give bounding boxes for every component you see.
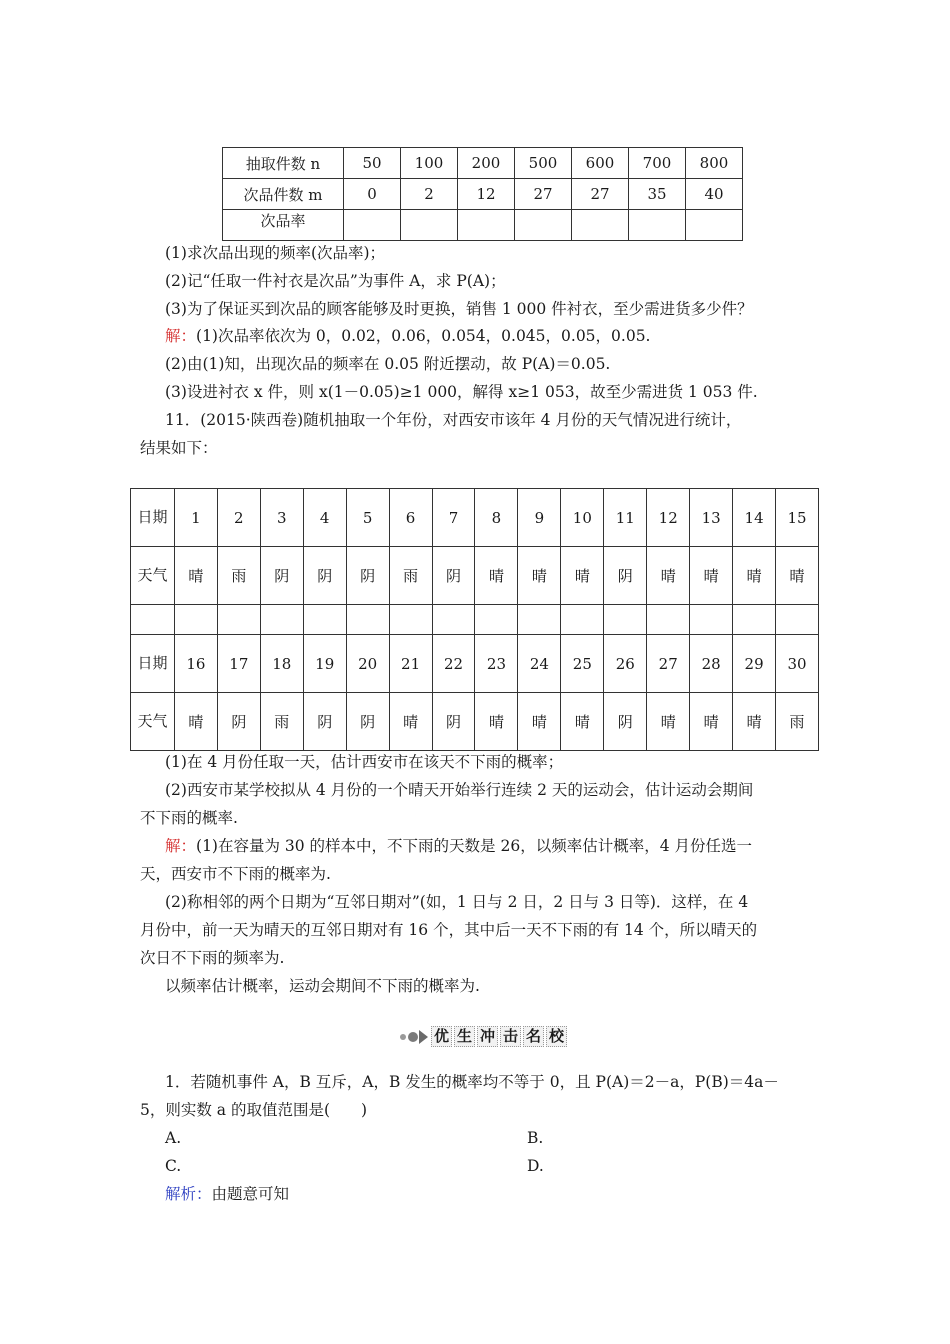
cell: 晴 <box>733 693 776 751</box>
q10-solution-1 <box>165 326 650 346</box>
cell: 23 <box>475 635 518 693</box>
cell: 8 <box>475 489 518 547</box>
cell: 雨 <box>389 547 432 605</box>
cell: 30 <box>776 635 819 693</box>
cell: 14 <box>733 489 776 547</box>
cell <box>401 210 458 241</box>
cell: 12 <box>458 179 515 210</box>
cell <box>217 605 260 635</box>
cell <box>690 605 733 635</box>
cell: 18 <box>260 635 303 693</box>
cell <box>776 605 819 635</box>
cell <box>572 210 629 241</box>
cell: 700 <box>629 148 686 179</box>
cell <box>647 605 690 635</box>
q11-part-1: (1)在 4 月份任取一天，估计西安市在该天不下雨的概率； <box>165 753 564 771</box>
cell: 3 <box>260 489 303 547</box>
cell <box>686 210 743 241</box>
cell: 28 <box>690 635 733 693</box>
cell: 雨 <box>217 547 260 605</box>
table-row <box>131 635 819 693</box>
cell: 阴 <box>303 693 346 751</box>
cell: 晴 <box>561 547 604 605</box>
row-header: 次品件数 m <box>223 179 344 210</box>
option-b: B. <box>527 1129 544 1147</box>
cell: 5 <box>346 489 389 547</box>
cell: 50 <box>344 148 401 179</box>
q11-part-2: (2)西安市某学校拟从 4 月份的一个晴天开始举行连续 2 天的运动会，估计运动会期间 <box>165 781 754 799</box>
cell: 晴 <box>475 693 518 751</box>
cell <box>518 605 561 635</box>
q10-part-3: (3)为了保证买到次品的顾客能够及时更换，销售 1 000 件衬衣，至少需进货多少件？ <box>165 300 753 318</box>
cell: 阴 <box>217 693 260 751</box>
p1-stem-line1: 1．若随机事件 A，B 互斥，A，B 发生的概率均不等于 0，且 P(A)＝2－a，P(B)＝4a－ <box>165 1073 779 1091</box>
banner-char: 校 <box>546 1026 567 1047</box>
cell: 阴 <box>346 547 389 605</box>
cell: 1 <box>174 489 217 547</box>
cell: 40 <box>686 179 743 210</box>
table-row <box>131 693 819 751</box>
q11-solution-1 <box>165 836 752 856</box>
cell: 2 <box>217 489 260 547</box>
solution-text: (1)次品率依次为 0，0.02，0.06，0.054，0.045，0.05，0.05. <box>196 327 651 345</box>
row-header: 日期 <box>131 635 175 693</box>
q10-solution-2: (2)由(1)知，出现次品的频率在 0.05 附近摆动，故 P(A)＝0.05. <box>165 355 611 373</box>
cell <box>344 210 401 241</box>
option-c: C. <box>165 1157 182 1175</box>
p1-stem-line2: 5，则实数 a 的取值范围是( ) <box>140 1101 368 1119</box>
q11-solution-6: 以频率估计概率，运动会期间不下雨的概率为. <box>165 977 480 995</box>
cell <box>733 605 776 635</box>
analysis-label: 解析： <box>165 1185 212 1203</box>
cell: 4 <box>303 489 346 547</box>
analysis-text: 由题意可知 <box>211 1185 290 1203</box>
cell: 26 <box>604 635 647 693</box>
cell: 15 <box>776 489 819 547</box>
q10-part-2: (2)记“任取一件衬衣是次品”为事件 A，求 P(A)； <box>165 272 506 290</box>
option-a: A. <box>165 1129 182 1147</box>
banner-char: 击 <box>500 1026 521 1047</box>
cell: 800 <box>686 148 743 179</box>
cell: 17 <box>217 635 260 693</box>
q11-stem-line2: 结果如下： <box>140 439 218 457</box>
q10-solution-3: (3)设进衬衣 x 件，则 x(1－0.05)≥1 000，解得 x≥1 053，故至少需进货 1 053 件. <box>165 383 758 401</box>
cell <box>458 210 515 241</box>
row-header: 天气 <box>131 693 175 751</box>
cell: 晴 <box>561 693 604 751</box>
cell: 晴 <box>475 547 518 605</box>
dot-icon <box>400 1034 406 1040</box>
cell: 24 <box>518 635 561 693</box>
cell: 11 <box>604 489 647 547</box>
arrow-icon <box>419 1030 428 1044</box>
solution-label: 解： <box>165 327 197 345</box>
cell: 阴 <box>346 693 389 751</box>
cell: 雨 <box>776 693 819 751</box>
cell: 晴 <box>733 547 776 605</box>
cell <box>346 605 389 635</box>
table-row <box>131 489 819 547</box>
cell: 晴 <box>174 547 217 605</box>
cell: 7 <box>432 489 475 547</box>
banner-char: 冲 <box>477 1026 498 1047</box>
dot-icon <box>408 1032 418 1042</box>
q11-solution-5: 次日不下雨的频率为. <box>140 949 285 967</box>
cell: 9 <box>518 489 561 547</box>
cell: 21 <box>389 635 432 693</box>
cell: 阴 <box>303 547 346 605</box>
q11-part-2-cont: 不下雨的概率. <box>140 809 238 827</box>
row-header: 日期 <box>131 489 175 547</box>
cell: 阴 <box>604 547 647 605</box>
cell <box>475 605 518 635</box>
cell: 晴 <box>690 547 733 605</box>
row-header: 抽取件数 n <box>223 148 344 179</box>
cell: 25 <box>561 635 604 693</box>
cell: 雨 <box>260 693 303 751</box>
cell: 29 <box>733 635 776 693</box>
cell: 晴 <box>518 693 561 751</box>
cell: 阴 <box>604 693 647 751</box>
cell: 晴 <box>389 693 432 751</box>
cell: 阴 <box>260 547 303 605</box>
cell: 晴 <box>647 693 690 751</box>
cell: 35 <box>629 179 686 210</box>
row-header: 次品率 <box>223 210 344 241</box>
cell <box>515 210 572 241</box>
cell <box>604 605 647 635</box>
cell: 22 <box>432 635 475 693</box>
row-header: 天气 <box>131 547 175 605</box>
cell: 27 <box>572 179 629 210</box>
q11-solution-3: (2)称相邻的两个日期为“互邻日期对”(如，1 日与 2 日，2 日与 3 日等)．这样，在 4 <box>165 893 749 911</box>
cell: 晴 <box>647 547 690 605</box>
table-row <box>223 148 743 179</box>
option-d: D. <box>527 1157 544 1175</box>
cell: 13 <box>690 489 733 547</box>
cell: 0 <box>344 179 401 210</box>
p1-analysis <box>165 1184 289 1204</box>
banner-char: 生 <box>454 1026 475 1047</box>
cell: 200 <box>458 148 515 179</box>
cell <box>131 605 175 635</box>
cell: 16 <box>174 635 217 693</box>
cell: 100 <box>401 148 458 179</box>
solution-text: (1)在容量为 30 的样本中，不下雨的天数是 26，以频率估计概率，4 月份任选一 <box>196 837 752 855</box>
cell: 27 <box>515 179 572 210</box>
cell: 12 <box>647 489 690 547</box>
cell: 600 <box>572 148 629 179</box>
cell: 阴 <box>432 547 475 605</box>
cell: 晴 <box>174 693 217 751</box>
cell: 2 <box>401 179 458 210</box>
defect-table <box>222 147 743 241</box>
banner-char: 名 <box>523 1026 544 1047</box>
section-banner <box>400 1026 569 1047</box>
cell: 晴 <box>518 547 561 605</box>
table-row-empty <box>131 605 819 635</box>
table-row <box>223 210 743 241</box>
cell <box>561 605 604 635</box>
cell: 500 <box>515 148 572 179</box>
cell <box>260 605 303 635</box>
cell: 晴 <box>690 693 733 751</box>
table-row <box>223 179 743 210</box>
cell <box>303 605 346 635</box>
q11-solution-4: 月份中，前一天为晴天的互邻日期对有 16 个，其中后一天不下雨的有 14 个，所以晴天的 <box>140 921 758 939</box>
cell <box>432 605 475 635</box>
cell <box>629 210 686 241</box>
solution-label: 解： <box>165 837 197 855</box>
cell: 6 <box>389 489 432 547</box>
cell: 20 <box>346 635 389 693</box>
banner-char: 优 <box>431 1026 452 1047</box>
cell: 晴 <box>776 547 819 605</box>
q10-part-1: (1)求次品出现的频率(次品率)； <box>165 244 386 262</box>
cell <box>389 605 432 635</box>
table-row <box>131 547 819 605</box>
weather-table <box>130 488 819 751</box>
q11-stem-line1: 11．(2015·陕西卷)随机抽取一个年份，对西安市该年 4 月份的天气情况进行统计， <box>165 411 742 429</box>
cell: 19 <box>303 635 346 693</box>
cell: 27 <box>647 635 690 693</box>
cell: 10 <box>561 489 604 547</box>
q11-solution-2: 天，西安市不下雨的概率为. <box>140 865 331 883</box>
cell <box>174 605 217 635</box>
cell: 阴 <box>432 693 475 751</box>
